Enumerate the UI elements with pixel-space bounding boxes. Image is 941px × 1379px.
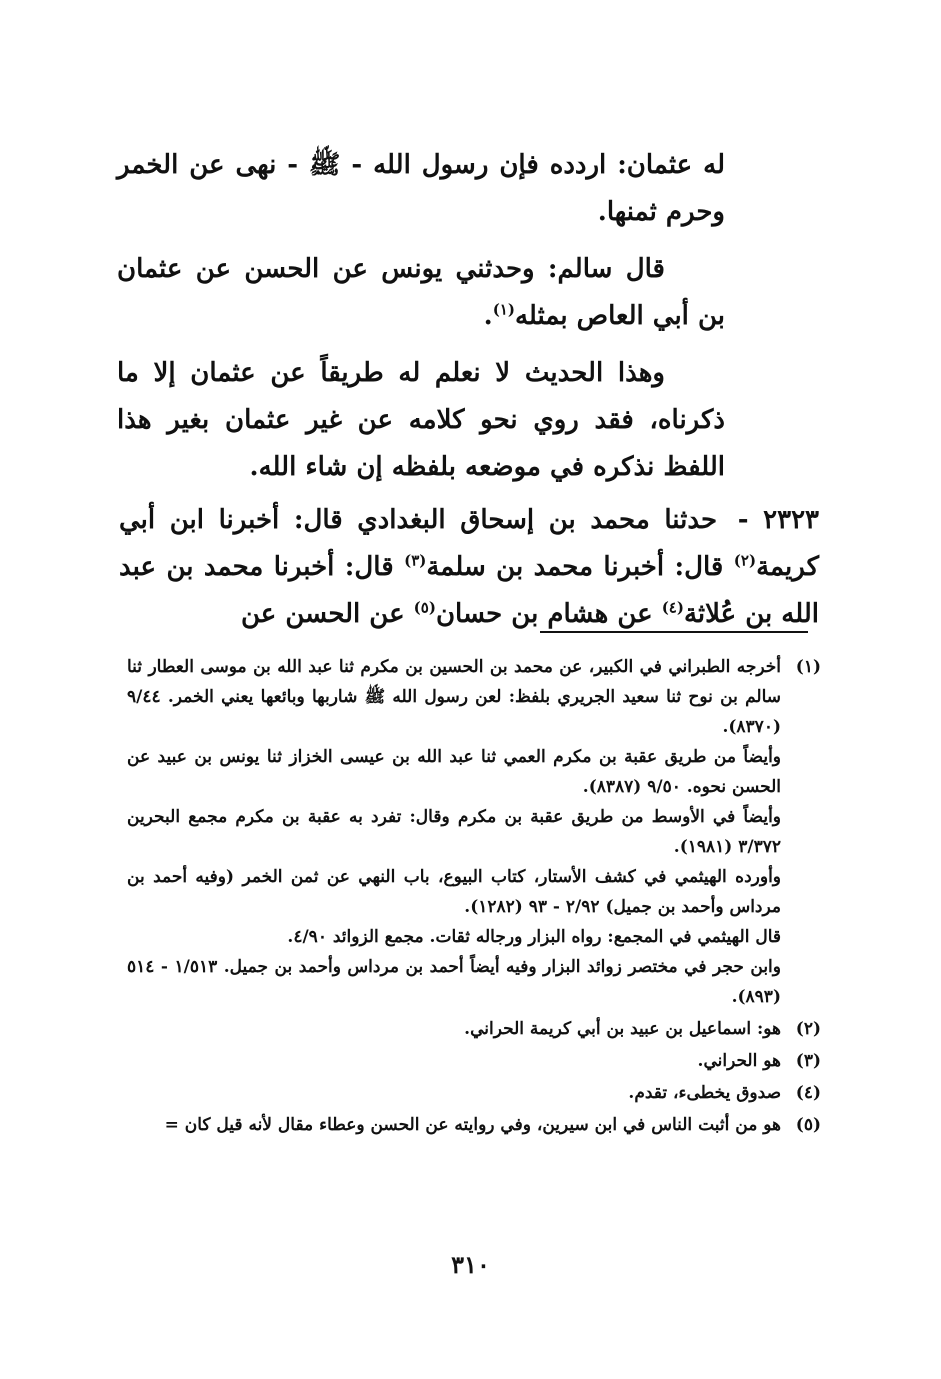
main-paragraph-1 (117, 142, 725, 236)
hadith-text: قال: أخبرنا محمد بن سلمة (426, 552, 734, 582)
footnote-line: صدوق يخطىء، تقدم. (628, 1083, 781, 1103)
footnote-body (127, 1078, 781, 1108)
footnote-ref[interactable]: (٤) (661, 598, 684, 617)
footnote-2 (127, 1014, 821, 1044)
paragraph-text: وهذا الحديث لا نعلم له طريقاً عن عثمان إلا ما ذكرناه، فقد روي نحو كلامه عن غير عثمان بغير هذا اللفظ نذكره في موضعه بلفظه إن شاء الله. (117, 358, 725, 482)
footnotes (127, 652, 821, 1142)
hadith-text: قال: أخبرنا محمد بن عبد الله بن عُلاثة (119, 552, 819, 629)
hadith-text: عن الحسن عن (240, 599, 414, 629)
footnote-line: قال الهيثمي في المجمع: رواه البزار ورجاله ثقات. مجمع الزوائد ٤/٩٠. (287, 927, 781, 947)
hadith-paragraph (119, 497, 819, 638)
footnote-1 (127, 652, 821, 1012)
footnote-body (127, 1046, 781, 1076)
paragraph-text: له عثمان: اردده فإن رسول الله - ﷺ - نهى عن الخمر وحرم ثمنها. (117, 150, 725, 227)
paragraph-text: قال سالم: وحدثني يونس عن الحسن عن عثمان بن أبي العاص بمثله (117, 254, 725, 331)
footnote-ref[interactable]: (٢) (733, 551, 757, 570)
footnote-line: هو الحراني. (697, 1051, 781, 1071)
footnote-line: وأورده الهيثمي في كشف الأستار، كتاب البيوع، باب النهي عن ثمن الخمر (وفيه أحمد بن مرداس وأحمد بن جميل) ٢/٩٢ - ٩٣ (١٢٨٢). (127, 867, 781, 917)
footnote-line: أخرجه الطبراني في الكبير، عن محمد بن الحسين بن مكرم ثنا عبد الله بن موسى العطار ثنا سالم بن نوح ثنا سعيد الجريري بلفظ: لعن رسول الله ﷺ شاربها وبائعها يعني الخمر. ٩/٤٤ (٨٣٧٠). (127, 657, 781, 737)
footnote-line: وأيضاً من طريق عقبة بن مكرم العمي ثنا عبد الله بن عيسى الخزاز ثنا يونس بن عبيد عن الحسن نحوه. ٩/٥٠ (٨٣٨٧). (127, 747, 781, 797)
footnote-number: (٣) (795, 1051, 821, 1071)
footnote-3 (127, 1046, 821, 1076)
footnote-body (127, 652, 781, 1012)
footnote-body (127, 1014, 781, 1044)
footnote-ref[interactable]: (١) (492, 300, 515, 319)
hadith-text: حدثنا محمد بن إسحاق البغدادي قال: أخبرنا ابن أبي كريمة (119, 505, 819, 582)
paragraph-end: . (483, 301, 493, 331)
main-paragraph-2 (117, 246, 725, 340)
footnote-4 (127, 1078, 821, 1108)
footnote-5 (127, 1110, 821, 1140)
footnote-divider (540, 631, 808, 633)
footnote-line: وأيضاً في الأوسط من طريق عقبة بن مكرم وقال: تفرد به عقبة بن مكرم مجمع البحرين ٣/٣٧٢ (١٩٨١). (127, 807, 781, 857)
footnote-number: (٥) (795, 1115, 821, 1135)
footnote-ref[interactable]: (٥) (413, 598, 436, 617)
footnote-number: (٢) (795, 1019, 821, 1039)
hadith-number: ٢٣٢٣ - (737, 505, 819, 535)
footnote-line: هو: اسماعيل بن عبيد بن أبي كريمة الحراني. (464, 1019, 781, 1039)
footnote-line: هو من أثبت الناس في ابن سيرين، وفي روايته عن الحسن وعطاء مقال لأنه قيل كان = (164, 1115, 781, 1135)
footnote-number: (١) (795, 657, 821, 677)
hadith-text: عن هشام بن حسان (435, 599, 662, 629)
footnote-number: (٤) (795, 1083, 821, 1103)
page-number: ٣١٠ (451, 1250, 490, 1279)
footnote-body (127, 1110, 781, 1140)
footnote-ref[interactable]: (٣) (404, 551, 427, 570)
main-paragraph-3 (117, 350, 725, 491)
footnote-line: وابن حجر في مختصر زوائد البزار وفيه أيضاً أحمد بن مرداس وأحمد بن جميل. ١/٥١٣ - ٥١٤ (٨٩٣). (127, 957, 781, 1007)
